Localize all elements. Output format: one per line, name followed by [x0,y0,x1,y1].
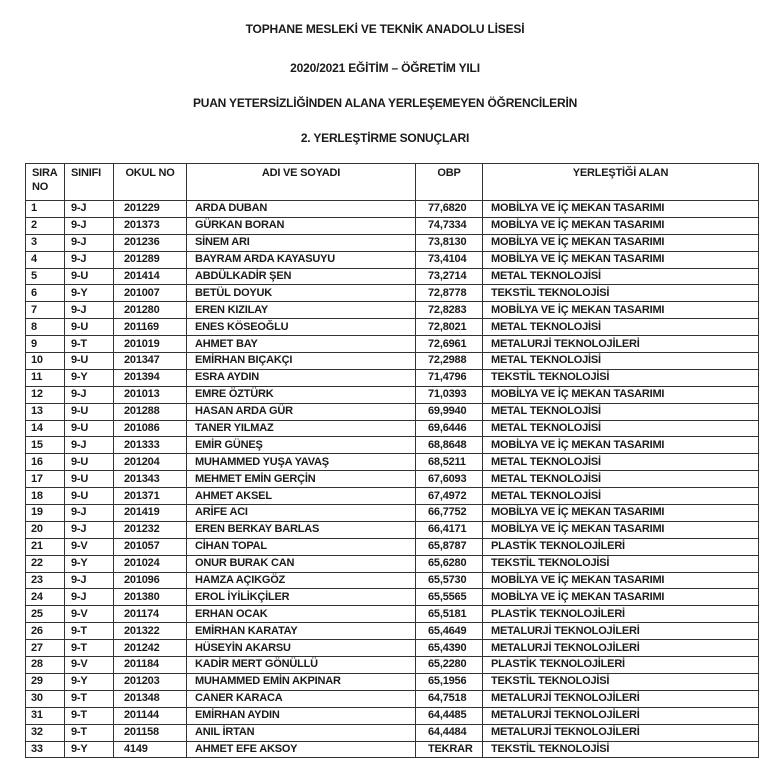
cell-yerlestigi-alan: METAL TEKNOLOJİSİ [483,353,759,370]
cell-sinifi: 9-U [65,319,114,336]
cell-yerlestigi-alan: TEKSTİL TEKNOLOJİSİ [483,741,759,758]
cell-sinifi: 9-T [65,690,114,707]
cell-adi-soyadi: GÜRKAN BORAN [187,217,416,234]
cell-yerlestigi-alan: PLASTİK TEKNOLOJİLERİ [483,657,759,674]
cell-sinifi: 9-V [65,606,114,623]
cell-adi-soyadi: HAMZA AÇIKGÖZ [187,572,416,589]
cell-okul-no: 201348 [114,690,187,707]
cell-adi-soyadi: ONUR BURAK CAN [187,555,416,572]
cell-sira-no: 3 [26,234,65,251]
cell-yerlestigi-alan: MOBİLYA VE İÇ MEKAN TASARIMI [483,234,759,251]
cell-okul-no: 201229 [114,201,187,218]
cell-sinifi: 9-J [65,302,114,319]
cell-sinifi: 9-Y [65,285,114,302]
cell-adi-soyadi: KADİR MERT GÖNÜLLÜ [187,657,416,674]
cell-sinifi: 9-J [65,251,114,268]
table-row [26,707,759,724]
cell-adi-soyadi: EMİRHAN AYDIN [187,707,416,724]
cell-yerlestigi-alan: MOBİLYA VE İÇ MEKAN TASARIMI [483,437,759,454]
placement-results-table [25,163,759,758]
table-row [26,505,759,522]
cell-okul-no: 201288 [114,403,187,420]
cell-yerlestigi-alan: METAL TEKNOLOJİSİ [483,420,759,437]
cell-adi-soyadi: HÜSEYİN AKARSU [187,640,416,657]
table-row [26,673,759,690]
cell-okul-no: 201380 [114,589,187,606]
table-row [26,217,759,234]
cell-adi-soyadi: ARDA DUBAN [187,201,416,218]
cell-sinifi: 9-T [65,623,114,640]
cell-sinifi: 9-U [65,403,114,420]
cell-sira-no: 14 [26,420,65,437]
cell-okul-no: 201169 [114,319,187,336]
cell-sinifi: 9-U [65,488,114,505]
cell-sinifi: 9-J [65,201,114,218]
cell-sira-no: 20 [26,521,65,538]
cell-obp: 69,6446 [416,420,483,437]
cell-obp: 68,8648 [416,437,483,454]
cell-sinifi: 9-Y [65,673,114,690]
cell-yerlestigi-alan: METAL TEKNOLOJİSİ [483,454,759,471]
cell-sinifi: 9-J [65,572,114,589]
cell-sira-no: 23 [26,572,65,589]
cell-yerlestigi-alan: METAL TEKNOLOJİSİ [483,471,759,488]
cell-sinifi: 9-J [65,521,114,538]
cell-adi-soyadi: EMİR GÜNEŞ [187,437,416,454]
cell-sinifi: 9-V [65,657,114,674]
cell-okul-no: 201347 [114,353,187,370]
header-sira-no [26,164,65,201]
cell-obp: 72,8021 [416,319,483,336]
subject-title: PUAN YETERSİZLİĞİNDEN ALANA YERLEŞEMEYEN ÖĞRENCİLERİN [192,96,578,110]
cell-yerlestigi-alan: TEKSTİL TEKNOLOJİSİ [483,285,759,302]
cell-yerlestigi-alan: METALURJİ TEKNOLOJİLERİ [483,690,759,707]
cell-obp: 77,6820 [416,201,483,218]
school-name-title: TOPHANE MESLEKİ VE TEKNİK ANADOLU LİSESİ [245,22,525,36]
cell-okul-no: 201373 [114,217,187,234]
cell-obp: TEKRAR [416,741,483,758]
table-row [26,319,759,336]
cell-adi-soyadi: ENES KÖSEOĞLU [187,319,416,336]
cell-adi-soyadi: EREN KIZILAY [187,302,416,319]
cell-yerlestigi-alan: TEKSTİL TEKNOLOJİSİ [483,369,759,386]
cell-adi-soyadi: ERHAN OCAK [187,606,416,623]
cell-sinifi: 9-T [65,640,114,657]
cell-sinifi: 9-T [65,336,114,353]
cell-yerlestigi-alan: METALURJİ TEKNOLOJİLERİ [483,623,759,640]
cell-okul-no: 201232 [114,521,187,538]
cell-obp: 65,4649 [416,623,483,640]
cell-sira-no: 21 [26,538,65,555]
cell-yerlestigi-alan: MOBİLYA VE İÇ MEKAN TASARIMI [483,505,759,522]
cell-okul-no: 201394 [114,369,187,386]
table-row [26,555,759,572]
table-row [26,538,759,555]
cell-sira-no: 7 [26,302,65,319]
cell-okul-no: 201343 [114,471,187,488]
cell-sira-no: 5 [26,268,65,285]
cell-adi-soyadi: BETÜL DOYUK [187,285,416,302]
cell-obp: 65,8787 [416,538,483,555]
cell-obp: 72,8778 [416,285,483,302]
cell-yerlestigi-alan: TEKSTİL TEKNOLOJİSİ [483,555,759,572]
cell-yerlestigi-alan: MOBİLYA VE İÇ MEKAN TASARIMI [483,521,759,538]
cell-sinifi: 9-J [65,505,114,522]
cell-sira-no: 32 [26,724,65,741]
table-row [26,353,759,370]
cell-adi-soyadi: SİNEM ARI [187,234,416,251]
cell-yerlestigi-alan: PLASTİK TEKNOLOJİLERİ [483,606,759,623]
cell-obp: 71,4796 [416,369,483,386]
cell-okul-no: 201419 [114,505,187,522]
cell-sinifi: 9-U [65,268,114,285]
cell-okul-no: 201158 [114,724,187,741]
cell-adi-soyadi: AHMET BAY [187,336,416,353]
cell-adi-soyadi: HASAN ARDA GÜR [187,403,416,420]
header-yerlestigi-alan: YERLEŞTİĞİ ALAN [483,164,759,201]
table-row [26,488,759,505]
cell-obp: 64,4484 [416,724,483,741]
cell-yerlestigi-alan: METAL TEKNOLOJİSİ [483,268,759,285]
cell-sinifi: 9-T [65,707,114,724]
cell-sinifi: 9-U [65,420,114,437]
table-row [26,437,759,454]
cell-adi-soyadi: ANIL İRTAN [187,724,416,741]
cell-yerlestigi-alan: METALURJİ TEKNOLOJİLERİ [483,336,759,353]
table-row [26,521,759,538]
table-row [26,724,759,741]
cell-obp: 68,5211 [416,454,483,471]
cell-okul-no: 201057 [114,538,187,555]
cell-sinifi: 9-Y [65,555,114,572]
cell-sira-no: 4 [26,251,65,268]
cell-okul-no: 4149 [114,741,187,758]
cell-okul-no: 201096 [114,572,187,589]
cell-sinifi: 9-U [65,471,114,488]
cell-okul-no: 201174 [114,606,187,623]
cell-okul-no: 201289 [114,251,187,268]
cell-obp: 65,2280 [416,657,483,674]
cell-adi-soyadi: CANER KARACA [187,690,416,707]
table-row [26,690,759,707]
cell-sira-no: 8 [26,319,65,336]
cell-yerlestigi-alan: MOBİLYA VE İÇ MEKAN TASARIMI [483,386,759,403]
table-row [26,623,759,640]
cell-yerlestigi-alan: METALURJİ TEKNOLOJİLERİ [483,707,759,724]
table-row [26,268,759,285]
cell-yerlestigi-alan: PLASTİK TEKNOLOJİLERİ [483,538,759,555]
cell-obp: 64,7518 [416,690,483,707]
cell-okul-no: 201242 [114,640,187,657]
cell-sira-no: 31 [26,707,65,724]
cell-okul-no: 201280 [114,302,187,319]
cell-yerlestigi-alan: METALURJİ TEKNOLOJİLERİ [483,640,759,657]
cell-sira-no: 24 [26,589,65,606]
cell-sira-no: 10 [26,353,65,370]
cell-sinifi: 9-J [65,386,114,403]
cell-sinifi: 9-J [65,234,114,251]
cell-sira-no: 17 [26,471,65,488]
cell-sira-no: 11 [26,369,65,386]
cell-obp: 69,9940 [416,403,483,420]
cell-obp: 65,5730 [416,572,483,589]
header-okul-no: OKUL NO [114,164,187,201]
cell-obp: 71,0393 [416,386,483,403]
table-row [26,234,759,251]
cell-okul-no: 201322 [114,623,187,640]
cell-okul-no: 201204 [114,454,187,471]
cell-adi-soyadi: AHMET EFE AKSOY [187,741,416,758]
cell-yerlestigi-alan: TEKSTİL TEKNOLOJİSİ [483,673,759,690]
table-row [26,251,759,268]
table-body [26,201,759,758]
cell-okul-no: 201371 [114,488,187,505]
cell-yerlestigi-alan: MOBİLYA VE İÇ MEKAN TASARIMI [483,589,759,606]
cell-okul-no: 201203 [114,673,187,690]
cell-sira-no: 2 [26,217,65,234]
cell-adi-soyadi: ARİFE ACI [187,505,416,522]
cell-okul-no: 201333 [114,437,187,454]
cell-sinifi: 9-J [65,589,114,606]
cell-okul-no: 201414 [114,268,187,285]
table-row [26,302,759,319]
header-obp: OBP [416,164,483,201]
cell-adi-soyadi: EMİRHAN KARATAY [187,623,416,640]
table-row [26,640,759,657]
table-row [26,285,759,302]
cell-sira-no: 9 [26,336,65,353]
cell-sira-no: 1 [26,201,65,218]
cell-obp: 65,5565 [416,589,483,606]
table-row [26,572,759,589]
cell-obp: 67,6093 [416,471,483,488]
cell-okul-no: 201013 [114,386,187,403]
cell-yerlestigi-alan: MOBİLYA VE İÇ MEKAN TASARIMI [483,217,759,234]
cell-sira-no: 25 [26,606,65,623]
cell-sinifi: 9-J [65,217,114,234]
table-row [26,369,759,386]
cell-adi-soyadi: EMİRHAN BIÇAKÇI [187,353,416,370]
cell-sira-no: 33 [26,741,65,758]
cell-obp: 72,8283 [416,302,483,319]
cell-adi-soyadi: EREN BERKAY BARLAS [187,521,416,538]
cell-yerlestigi-alan: MOBİLYA VE İÇ MEKAN TASARIMI [483,251,759,268]
table-row [26,403,759,420]
cell-adi-soyadi: MUHAMMED EMİN AKPINAR [187,673,416,690]
results-round-title: 2. YERLEŞTİRME SONUÇLARI [300,131,470,145]
cell-sira-no: 15 [26,437,65,454]
cell-sira-no: 18 [26,488,65,505]
cell-obp: 73,2714 [416,268,483,285]
header-sinifi: SINIFI [65,164,114,201]
cell-sira-no: 16 [26,454,65,471]
header-sira-line1: SIRA [32,167,58,179]
academic-year-title: 2020/2021 EĞİTİM – ÖĞRETİM YILI [290,61,480,75]
table-row [26,386,759,403]
cell-sinifi: 9-Y [65,369,114,386]
cell-okul-no: 201184 [114,657,187,674]
cell-sira-no: 13 [26,403,65,420]
cell-okul-no: 201086 [114,420,187,437]
cell-adi-soyadi: EROL İYİLİKÇİLER [187,589,416,606]
cell-adi-soyadi: CİHAN TOPAL [187,538,416,555]
cell-okul-no: 201144 [114,707,187,724]
cell-sira-no: 28 [26,657,65,674]
cell-okul-no: 201019 [114,336,187,353]
cell-sinifi: 9-Y [65,741,114,758]
header-sira-line2: NO [32,181,49,193]
table-row [26,471,759,488]
table-row [26,657,759,674]
cell-obp: 72,2988 [416,353,483,370]
table-header-row [26,164,759,201]
cell-sinifi: 9-J [65,437,114,454]
table-row [26,201,759,218]
cell-obp: 73,4104 [416,251,483,268]
cell-yerlestigi-alan: METALURJİ TEKNOLOJİLERİ [483,724,759,741]
cell-sinifi: 9-T [65,724,114,741]
header-adi-soyadi: ADI VE SOYADI [187,164,416,201]
cell-sira-no: 12 [26,386,65,403]
cell-obp: 66,4171 [416,521,483,538]
cell-sira-no: 27 [26,640,65,657]
cell-sira-no: 26 [26,623,65,640]
cell-sinifi: 9-V [65,538,114,555]
cell-adi-soyadi: EMRE ÖZTÜRK [187,386,416,403]
cell-obp: 65,1956 [416,673,483,690]
cell-sira-no: 30 [26,690,65,707]
table-row [26,606,759,623]
table-row [26,589,759,606]
cell-obp: 65,5181 [416,606,483,623]
cell-yerlestigi-alan: MOBİLYA VE İÇ MEKAN TASARIMI [483,572,759,589]
cell-sira-no: 29 [26,673,65,690]
cell-adi-soyadi: TANER YILMAZ [187,420,416,437]
cell-sinifi: 9-U [65,454,114,471]
table-row [26,454,759,471]
cell-adi-soyadi: ESRA AYDIN [187,369,416,386]
cell-obp: 66,7752 [416,505,483,522]
cell-adi-soyadi: BAYRAM ARDA KAYASUYU [187,251,416,268]
cell-sira-no: 22 [26,555,65,572]
cell-yerlestigi-alan: METAL TEKNOLOJİSİ [483,319,759,336]
cell-obp: 64,4485 [416,707,483,724]
cell-obp: 67,4972 [416,488,483,505]
cell-yerlestigi-alan: METAL TEKNOLOJİSİ [483,488,759,505]
cell-adi-soyadi: MUHAMMED YUŞA YAVAŞ [187,454,416,471]
cell-obp: 72,6961 [416,336,483,353]
cell-obp: 73,8130 [416,234,483,251]
cell-obp: 74,7334 [416,217,483,234]
table-row [26,741,759,758]
cell-sira-no: 6 [26,285,65,302]
cell-obp: 65,4390 [416,640,483,657]
cell-yerlestigi-alan: MOBİLYA VE İÇ MEKAN TASARIMI [483,201,759,218]
cell-okul-no: 201007 [114,285,187,302]
cell-adi-soyadi: MEHMET EMİN GERÇİN [187,471,416,488]
table-row [26,336,759,353]
cell-adi-soyadi: ABDÜLKADİR ŞEN [187,268,416,285]
table-row [26,420,759,437]
cell-sinifi: 9-U [65,353,114,370]
cell-yerlestigi-alan: MOBİLYA VE İÇ MEKAN TASARIMI [483,302,759,319]
cell-adi-soyadi: AHMET AKSEL [187,488,416,505]
cell-sira-no: 19 [26,505,65,522]
cell-okul-no: 201236 [114,234,187,251]
cell-yerlestigi-alan: METAL TEKNOLOJİSİ [483,403,759,420]
cell-obp: 65,6280 [416,555,483,572]
cell-okul-no: 201024 [114,555,187,572]
